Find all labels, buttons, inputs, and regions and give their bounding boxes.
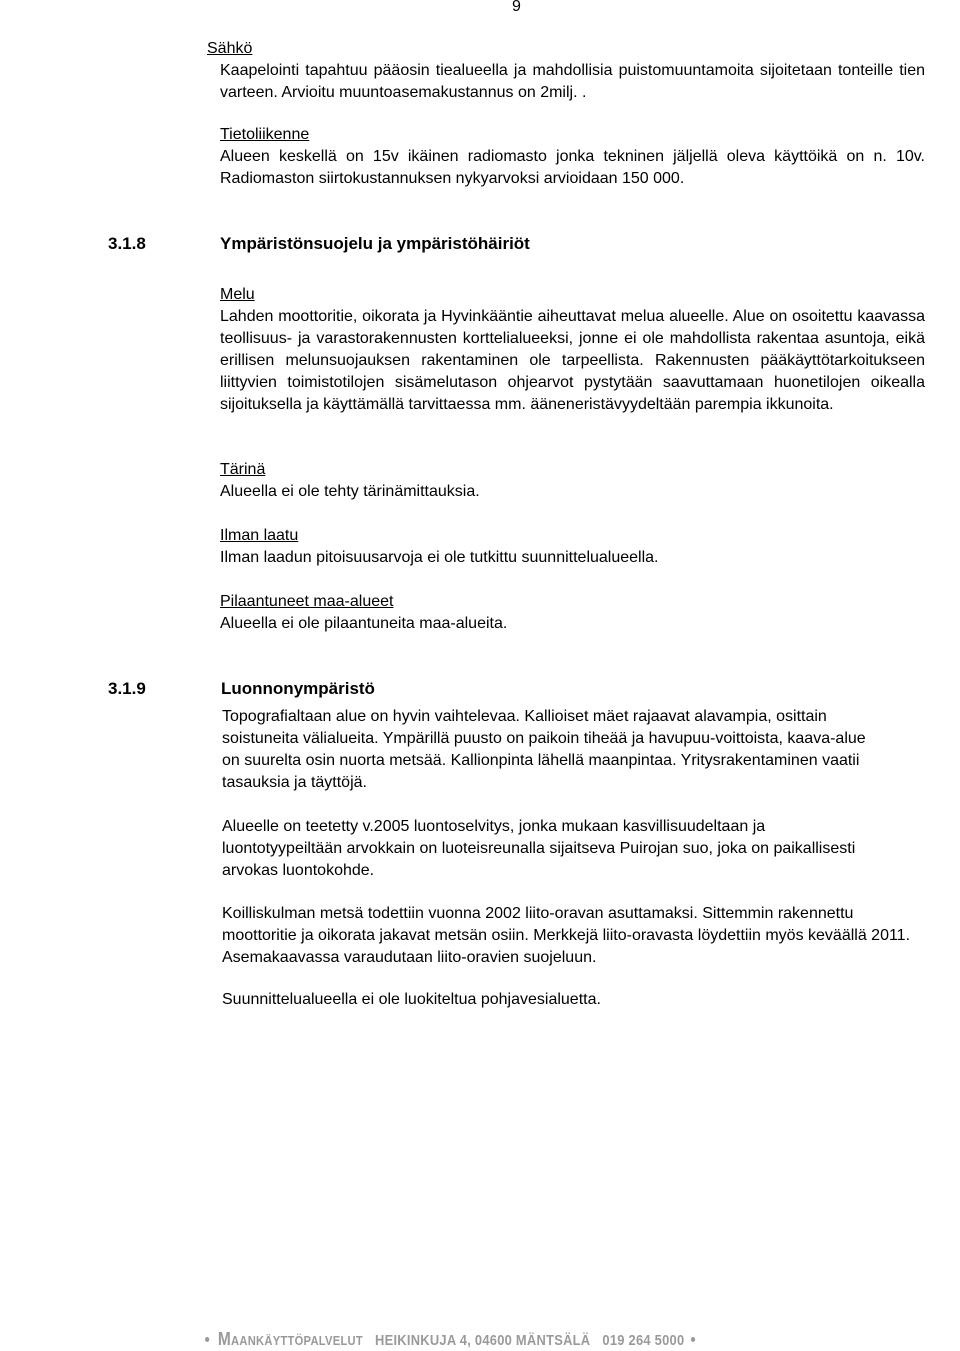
section-number-319: 3.1.9	[108, 679, 146, 698]
tietoliikenne-heading: Tietoliikenne	[220, 126, 310, 143]
luonto-paragraph-3: Koilliskulman metsä todettiin vuonna 2002 liito-oravan asuttamaksi. Sittemmin rakennettu moottoritie ja oikorata jakavat metsän osiin. Merkkejä liito-oravasta löydettiin myös keväällä 2011. Asemakaavassa varaudutaan liito-oravien suojeluun.	[222, 905, 911, 966]
luonto-paragraph-1: Topografialtaan alue on hyvin vaihtelevaa. Kallioiset mäet rajaavat alavampia, osittain soistuneita välialueita. Ympärillä puusto on paikoin tiheää ja havupuu-voittoista, kaava-alue on suurelta osin nuorta metsää. Kallionpinta lähellä maanpintaa. Yritysrakentaminen vaatii tasauksia ja täyttöjä.	[222, 708, 866, 791]
tietoliikenne-section	[220, 124, 925, 190]
tarina-section	[220, 459, 925, 503]
footer-phone: 019 264 5000	[602, 1332, 685, 1349]
section-number-318: 3.1.8	[108, 234, 146, 253]
page-number: 9	[512, 0, 521, 15]
tarina-text: Alueella ei ole tehty tärinämittauksia.	[220, 483, 480, 500]
bullet-icon	[205, 1337, 209, 1342]
section-title-318: Ympäristönsuojelu ja ympäristöhäiriöt	[220, 234, 530, 253]
tietoliikenne-text: Alueen keskellä on 15v ikäinen radiomasto jonka tekninen jäljellä oleva käyttöikä on n. 10v. Radiomaston siirtokustannuksen nykyarvoksi arvioidaan 150 000.	[220, 148, 925, 187]
bullet-icon	[691, 1337, 695, 1342]
ilman-laatu-section	[220, 525, 925, 569]
tarina-heading: Tärinä	[220, 461, 266, 478]
pilaantuneet-section	[220, 591, 925, 635]
sahko-section	[207, 38, 925, 104]
pilaantuneet-text: Alueella ei ole pilaantuneita maa-alueita.	[220, 615, 508, 632]
footer-address: HEIKINKUJA 4, 04600 MÄNTSÄLÄ	[375, 1332, 591, 1349]
melu-section	[220, 284, 925, 416]
section-title-319: Luonnonympäristö	[221, 679, 375, 698]
melu-heading: Melu	[220, 286, 255, 303]
sahko-text: Kaapelointi tapahtuu pääosin tiealueella ja mahdollisia puistomuuntamoita sijoitetaan tonteille tien varteen. Arvioitu muuntoasemakustannus on 2milj. .	[220, 62, 925, 101]
luonto-paragraph-2: Alueelle on teetetty v.2005 luontoselvitys, jonka mukaan kasvillisuudeltaan ja luontotyypeiltään arvokkain on luoteisreunalla sijaitseva Puirojan suo, joka on paikallisesti arvokas luontokohde.	[222, 818, 856, 879]
footer-company-name: AANKÄYTTÖPALVELUT	[231, 1333, 363, 1348]
melu-text: Lahden moottoritie, oikorata ja Hyvinkääntie aiheuttavat melua alueelle. Alue on osoitettu kaavassa teollisuus- ja varastorakennusten korttelialueeksi, jonne ei ole mahdollista rakentaa asuntoja, eikä erillisen melunsuojauksen rakentaminen ole tarpeellista. Rakennusten pääkäyttötarkoitukseen liittyvien toimistotilojen sisämelutason ohjearvot pystytään saavuttamaan huonetilojen oikealla sijoituksella ja käyttämällä tarvittaessa mm. ääneneristävyydeltään parempia ikkunoita.	[220, 308, 925, 413]
ilman-laatu-text: Ilman laadun pitoisuusarvoja ei ole tutkittu suunnittelualueella.	[220, 549, 659, 566]
luonto-paragraph-4: Suunnittelualueella ei ole luokiteltua pohjavesialuetta.	[222, 991, 601, 1008]
pilaantuneet-heading: Pilaantuneet maa-alueet	[220, 593, 394, 610]
page-footer	[205, 1329, 841, 1351]
ilman-laatu-heading: Ilman laatu	[220, 527, 299, 544]
sahko-heading: Sähkö	[207, 40, 253, 57]
footer-company-initial: M	[217, 1329, 232, 1349]
